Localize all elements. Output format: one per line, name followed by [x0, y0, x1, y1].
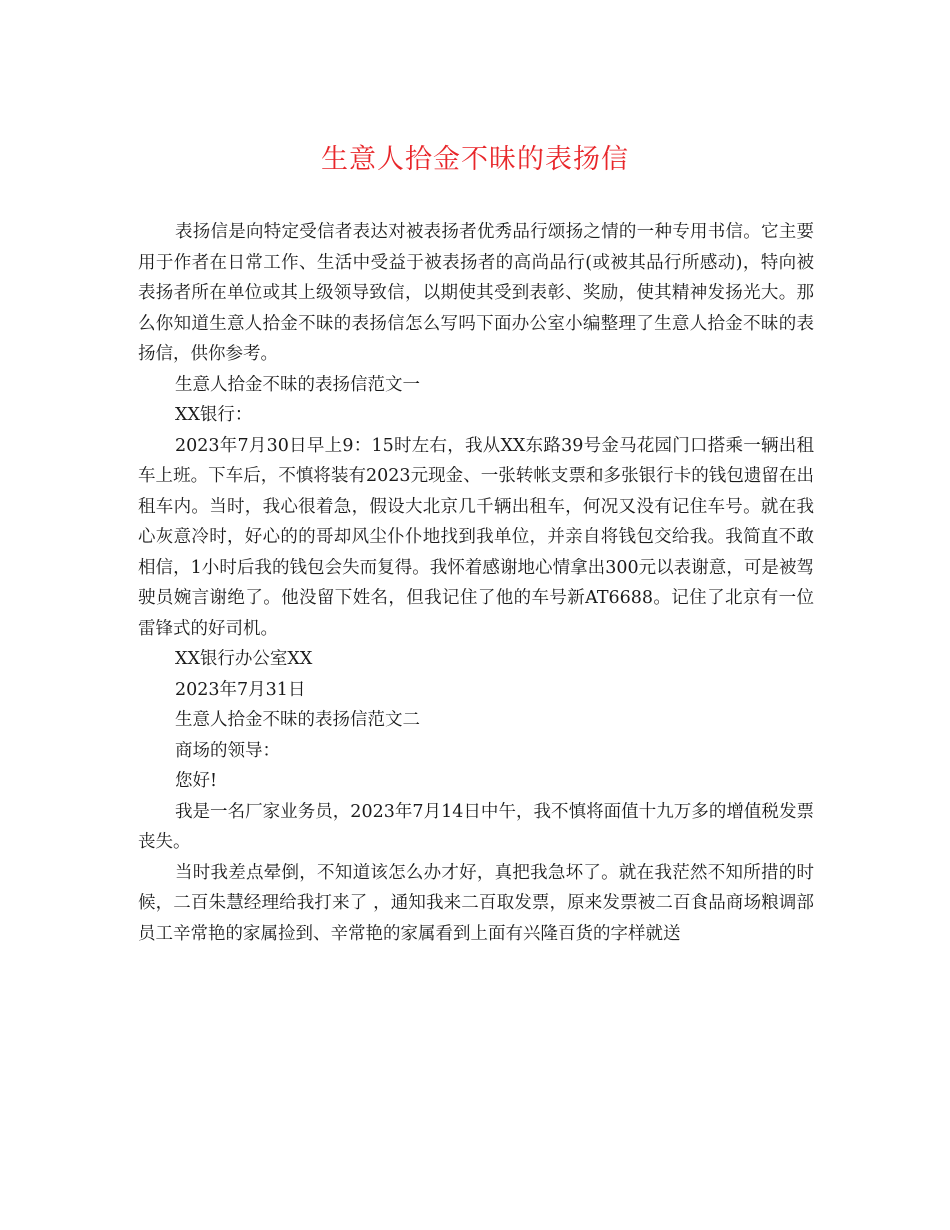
letter-two-paragraph-1: 我是一名厂家业务员，2023年7月14日中午，我不慎将面值十九万多的增值税发票丧失。 [138, 801, 814, 852]
salutation-bank: XX银行： [175, 405, 253, 425]
sample-one-heading: 生意人拾金不昧的表扬信范文一 [175, 374, 420, 395]
sample-two-heading: 生意人拾金不昧的表扬信范文二 [175, 710, 420, 730]
letter-one-body: 2023年7月30日早上9：15时左右，我从XX东路39号金马花园门口搭乘一辆出租车上班。下车后，不慎将装有2023元现金、一张转帐支票和多张银行卡的钱包遗留在出租车内。当时，我心很着急，假设大北京几千辆出租车，何况又没有记住车号。就在我心灰意冷时，好心的的哥却风尘仆仆地找到我单位，并亲自将钱包交给我。我简直不敢相信，1小时后我的钱包会失而复得。我怀着感谢地心情拿出300元以表谢意，可是被驾驶员婉言谢绝了。他没留下姓名，但我记住了他的车号新AT6688。记住了北京有一位雷锋式的好司机。 [138, 435, 814, 639]
intro-paragraph: 表扬信是向特定受信者表达对被表扬者优秀品行颂扬之情的一种专用书信。它主要用于作者在日常工作、生活中受益于被表扬者的高尚品行(或被其品行所感动)，特向被表扬者所在单位或其上级领导致信，以期使其受到表彰、奖励，使其精神发扬光大。那么你知道生意人拾金不昧的表扬信怎么写吗下面办公室小编整理了生意人拾金不昧的表扬信，供你参考。 [138, 222, 814, 364]
letter-one-signature: XX银行办公室XX [175, 649, 313, 669]
letter-one-date: 2023年7月31日 [175, 679, 306, 700]
greeting: 您好! [175, 771, 218, 791]
salutation-mall: 商场的领导： [175, 740, 280, 761]
letter-two-paragraph-2: 当时我差点晕倒，不知道该怎么办才好，真把我急坏了。就在我茫然不知所措的时候，二百朱慧经理给我打来了 ，通知我来二百取发票，原来发票被二百食品商场粮调部员工辛常艳的家属捡到、辛常艳的家属看到上面有兴隆百货的字样就送 [138, 862, 814, 944]
document-body [138, 217, 814, 949]
document-title: 生意人拾金不昧的表扬信 [321, 144, 629, 175]
